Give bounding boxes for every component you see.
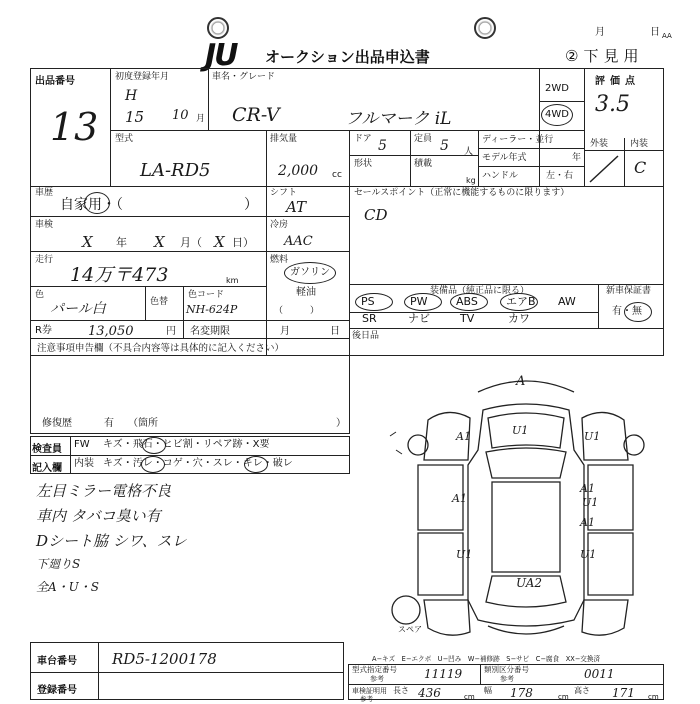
- size-label: 車検証明用: [352, 687, 387, 695]
- repair-yes: 有: [104, 418, 114, 429]
- exterior-slash: [586, 152, 624, 186]
- ac-label: 冷房: [270, 220, 289, 230]
- drive-4wd-circle: [541, 104, 573, 126]
- remark-line: 全A・U・S: [36, 580, 100, 594]
- mileage-unit: km: [226, 276, 239, 285]
- drive-2wd: 2WD: [545, 83, 569, 94]
- damage-mark: U1: [456, 548, 473, 561]
- shift: AT: [286, 198, 307, 216]
- equipment-item-top: エアB: [506, 295, 536, 308]
- first-reg-year: 15: [125, 108, 145, 126]
- equipment-label: 装備品（純正品に限る）: [430, 286, 530, 296]
- length-value: 436: [418, 686, 441, 700]
- lot-no: 13: [50, 105, 99, 149]
- equipment-item-bottom: TV: [460, 312, 475, 325]
- check-interior-label: 内装: [74, 458, 94, 469]
- color-label: 色: [35, 290, 45, 300]
- equipment-item-top: AW: [558, 295, 576, 308]
- car-name-label: 車名・グレード: [212, 72, 276, 82]
- interior-circle-2: [244, 456, 268, 473]
- first-reg-era: H: [125, 88, 138, 104]
- height-label: 高さ: [574, 686, 590, 695]
- repair-close: ）: [336, 418, 346, 429]
- damage-mark: U1: [584, 430, 601, 443]
- recycle-label: R券: [35, 325, 52, 336]
- class-label: 類別区分番号: [484, 665, 529, 674]
- header-month-label: 月: [595, 27, 605, 38]
- repair-label: 修復歴: [42, 418, 72, 429]
- type-cert-ref: 参考: [370, 675, 384, 683]
- fuel-diesel: 軽油: [296, 287, 316, 298]
- shape-label: 形状: [354, 159, 373, 169]
- equipment-item-bottom: SR: [362, 312, 377, 325]
- damage-mark: A1: [580, 482, 595, 495]
- name-change-day: 日: [330, 326, 340, 337]
- drive-4wd: 4WD: [545, 109, 569, 120]
- load-label: 積載: [414, 159, 433, 169]
- chassis-number: RD5-1200178: [112, 650, 217, 668]
- usage-value: 自家用・（: [60, 197, 123, 213]
- damage-mark: U1: [580, 548, 597, 561]
- length-label: 長さ: [393, 686, 409, 695]
- doors-label: ドア: [354, 134, 372, 144]
- form-title: オークション出品申込書: [265, 48, 430, 66]
- damage-legend: A−キズ E−エクボ U−凹み W−補修跡 S−サビ C−腐食 XX−交換済: [372, 655, 601, 663]
- seats-unit: 人: [464, 147, 474, 157]
- height-value: 171: [612, 686, 635, 700]
- first-reg-label: 初度登録年月: [115, 72, 170, 82]
- recycle-amount: 13,050: [88, 324, 134, 339]
- equipment-item-top: ABS: [456, 295, 478, 308]
- class-number: 0011: [584, 667, 615, 681]
- seats: 5: [440, 138, 449, 154]
- punch-hole-left: [207, 17, 229, 39]
- damage-diagram: [388, 370, 664, 645]
- first-reg-month: 10: [172, 108, 189, 123]
- inspection-year: X: [82, 233, 93, 251]
- aftermarket-label: 後日品: [352, 331, 380, 341]
- spare-label: スペア: [398, 625, 422, 634]
- mileage-label: 走行: [35, 255, 54, 265]
- width-value: 178: [510, 686, 533, 700]
- usage-label: 車歴: [35, 188, 54, 198]
- length-unit: cm: [464, 693, 475, 701]
- shift-label: シフト: [270, 188, 298, 198]
- handle-label: ハンドル: [482, 171, 519, 181]
- equipment-item-circle: [355, 293, 393, 311]
- name-change-label: 名変期限: [190, 326, 230, 337]
- fuel-paren: （ ）: [274, 306, 320, 316]
- model-year-unit: 年: [572, 153, 582, 163]
- warranty-label: 新車保証書: [606, 286, 652, 296]
- fw-items: キズ・飛石・ヒビ割・リペア跡・X要: [103, 439, 270, 450]
- remark-line: 下廻りS: [36, 557, 81, 571]
- equipment-item-bottom: カワ: [508, 312, 530, 325]
- fuel-gasoline: ガソリン: [290, 267, 330, 278]
- size-ref: 参考: [360, 695, 373, 703]
- fw-circle: [142, 437, 166, 454]
- ju-logo-text: JU: [205, 38, 237, 73]
- class-ref: 参考: [500, 675, 514, 683]
- model-year-label: モデル年式: [482, 153, 527, 163]
- equipment-item-top: PW: [410, 295, 428, 308]
- first-reg-month-unit: 月: [196, 114, 206, 124]
- dealer-label: ディーラー・並行: [482, 135, 554, 145]
- equipment-item-bottom: ナビ: [408, 312, 430, 325]
- damage-mark: UA2: [516, 576, 543, 590]
- reg-label: 登録番号: [37, 685, 77, 696]
- damage-mark: A: [516, 374, 526, 389]
- inspector-label: 検査員: [32, 444, 62, 455]
- header-day-label: 日: [650, 27, 660, 38]
- sales-value: CD: [364, 206, 388, 224]
- repair-place: （箇所: [128, 418, 158, 429]
- displacement-unit: cc: [332, 170, 342, 180]
- fuel-label: 燃料: [270, 255, 289, 265]
- sales-label: セールスポイント（正常に機能するものに限ります）: [354, 188, 570, 198]
- mileage-value: 14万〒473: [70, 264, 169, 286]
- equipment-item-circle: [450, 293, 488, 311]
- displacement-label: 排気量: [270, 134, 298, 144]
- damage-mark: A1: [580, 516, 595, 529]
- equipment-item-top: PS: [361, 295, 375, 308]
- load-unit: kg: [466, 176, 476, 185]
- displacement: 2,000: [278, 163, 319, 179]
- model: LA-RD5: [140, 160, 211, 181]
- inspection-label: 車検: [35, 220, 54, 230]
- entry-label: 記入欄: [32, 463, 62, 474]
- car-name: CR-V: [232, 104, 280, 126]
- lot-no-label: 出品番号: [35, 76, 75, 87]
- doors: 5: [378, 138, 387, 154]
- color-code: NH-624P: [186, 303, 238, 316]
- check-interior-items: キズ・汚レ・コゲ・穴・スレ・キレ・破レ: [103, 458, 293, 469]
- type-cert-label: 型式指定番号: [352, 665, 397, 674]
- damage-mark: U1: [582, 496, 599, 509]
- ac-value: AAC: [284, 234, 313, 249]
- usage-circle: [84, 192, 110, 214]
- remark-line: Dシート脇 シワ、スレ: [36, 532, 187, 550]
- width-unit: cm: [558, 693, 569, 701]
- inspection-month: X: [154, 233, 165, 251]
- inspection-year-unit: 年: [116, 236, 127, 249]
- header-aa-label: AA: [662, 32, 672, 40]
- handle-value: 左・右: [546, 171, 574, 181]
- remark-line: 車内 タバコ臭い有: [36, 507, 161, 525]
- height-unit: cm: [648, 693, 659, 701]
- score: 3.5: [595, 92, 630, 117]
- warranty-circle: [624, 302, 652, 322]
- fuel-gasoline-circle: [284, 262, 336, 284]
- fw-label: FW: [74, 439, 90, 450]
- name-change-month: 月: [280, 326, 290, 337]
- interior-label: 内装: [630, 139, 649, 149]
- equipment-item-circle: [500, 293, 538, 311]
- inspection-month-unit: 月（: [180, 236, 202, 249]
- inspection-day-unit: 日）: [232, 236, 254, 249]
- color-code-label: 色コード: [188, 290, 225, 300]
- interior-grade: C: [634, 158, 647, 177]
- punch-hole-right: [474, 17, 496, 39]
- color-value: パール白: [50, 301, 106, 317]
- type-cert-number: 11119: [424, 667, 463, 681]
- model-label: 型式: [115, 134, 134, 144]
- copy-label: ②下見用: [565, 47, 644, 65]
- interior-circle-1: [141, 456, 165, 473]
- chassis-label: 車台番号: [37, 656, 77, 667]
- damage-mark: A1: [452, 492, 467, 505]
- exterior-label: 外装: [590, 139, 609, 149]
- score-label: 評価点: [595, 76, 640, 87]
- color-change-label: 色替: [150, 297, 169, 307]
- usage-close: ）: [244, 197, 258, 213]
- damage-mark: U1: [512, 424, 529, 437]
- recycle-yen: 円: [166, 326, 176, 337]
- width-label: 幅: [484, 686, 492, 695]
- inspection-day: X: [214, 233, 225, 251]
- seats-label: 定員: [414, 134, 433, 144]
- car-grade: フルマーク iL: [345, 109, 452, 129]
- damage-mark: A1: [456, 430, 471, 443]
- warranty-value: 有・無: [612, 306, 642, 317]
- remark-line: 左目ミラー電格不良: [36, 482, 172, 500]
- equipment-item-circle: [404, 293, 442, 311]
- notes-label: 注意事項申告欄（不具合内容等は具体的に記入ください）: [37, 343, 285, 354]
